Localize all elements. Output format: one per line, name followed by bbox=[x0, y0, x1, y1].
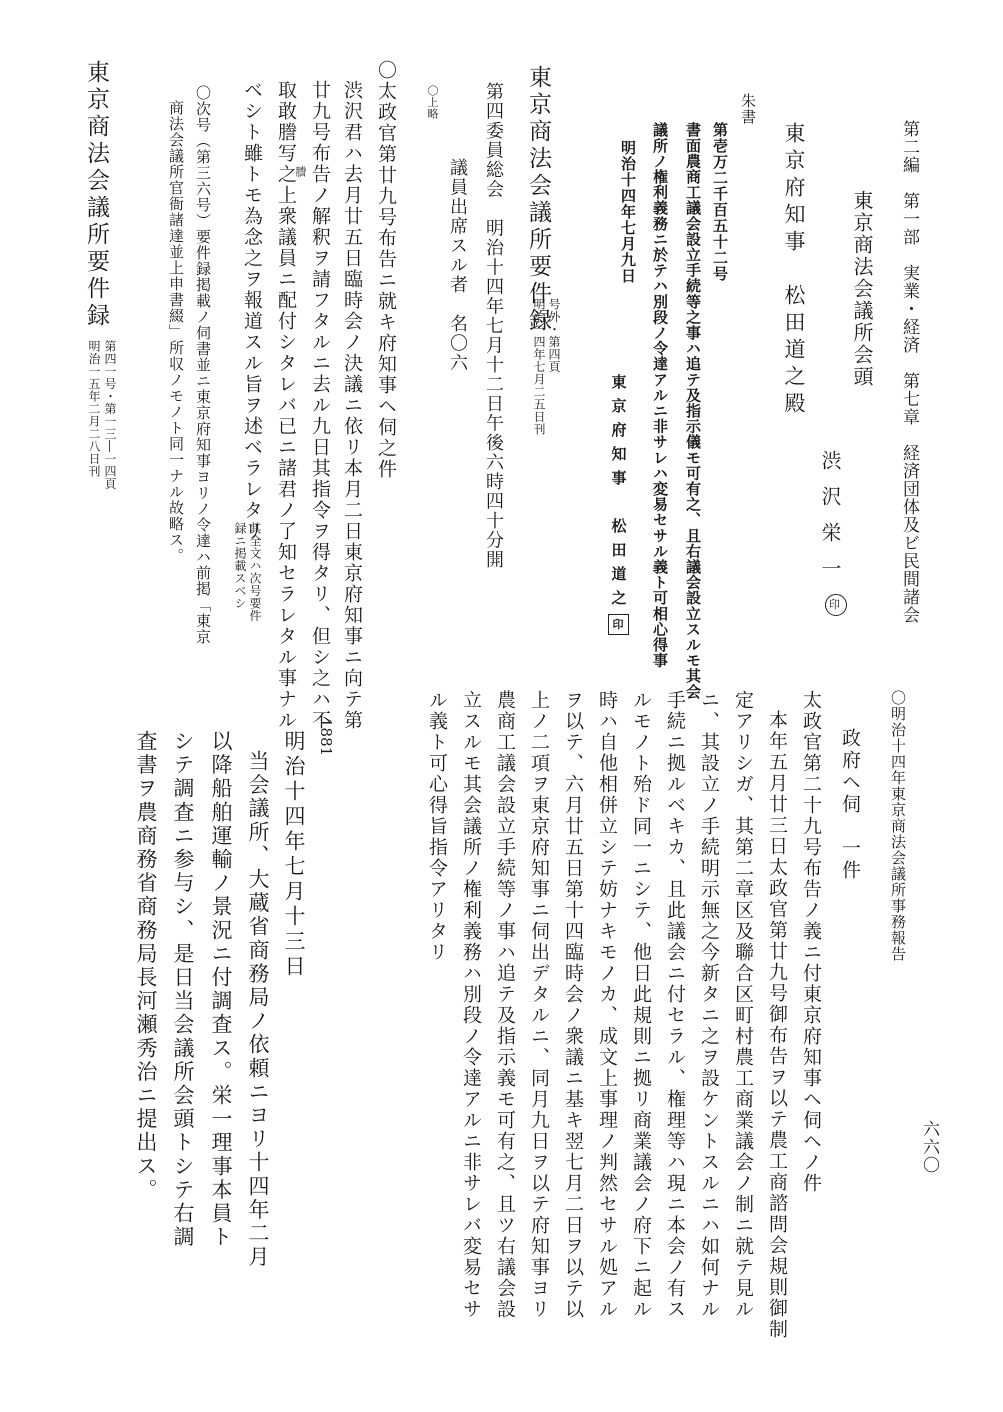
item-title: 〇太政官第廿九号布告ニ就キ府知事ヘ伺之件 bbox=[375, 60, 397, 480]
body-line-3: 取敢謄写之上衆議員ニ配付シタレバ已ニ諸君ノ了知セラレタル事ナル bbox=[275, 80, 297, 731]
directive-line-2: 議所ノ権利義務ニ於テハ別段ノ令達アルニ非サレハ変易セサル義ト可相心得事 bbox=[651, 122, 669, 668]
directive-seal: 印 bbox=[608, 614, 629, 635]
page-number: 六六〇 bbox=[919, 1120, 939, 1174]
body-line-1: 渋沢君ハ去月廿五日臨時会ノ決議ニ依リ本月二日東京府知事ニ向テ第 bbox=[341, 80, 363, 731]
record-title: 東京商法会議所要件録 bbox=[525, 65, 551, 335]
sender-name: 渋沢栄一 bbox=[818, 450, 842, 594]
directive-date: 明治十四年七月九日 bbox=[619, 140, 637, 284]
closing-line: 当会議所、大蔵省商務局ノ依頼ニヨリ十四年二月 bbox=[246, 750, 270, 1270]
closing-line: 以降船舶運輸ノ景況ニ付調査ス。栄一理事本員ト bbox=[209, 730, 233, 1250]
body-text-line: 定アリシガ、其第二章区及聯合区町村農工商業議会ノ制ニ就テ見ル bbox=[732, 690, 754, 1320]
body-text-line: 農商工議会設立手続等ノ事ハ追テ及指示義モ可有之、且ツ右議会設 bbox=[494, 690, 516, 1320]
report-heading: 〇明治十四年東京商法会議所事務報告 bbox=[889, 690, 907, 962]
running-head: 第二編 第一部 実業・経済 第七章 経済団体及ビ民間諸会 bbox=[899, 120, 919, 624]
body-text-line: 上ノ二項ヲ東京府知事ニ伺出デタルニ、同月九日ヲ以テ府知事ヨリ bbox=[528, 690, 550, 1320]
directive-line-1: 書面農商工議会設立手続等之事ハ追テ及指示儀モ可有之、且右議会設立スルモ其会 bbox=[684, 122, 702, 700]
attendance: 議員出席スル者 名〇六 bbox=[447, 158, 468, 373]
body-text-line: ヲ以テ、六月廿五日第十四臨時会ノ衆議ニ基キ翌七月二日ヲ以テ以 bbox=[562, 690, 584, 1320]
date-line: 明治十四年七月十三日 bbox=[282, 730, 306, 980]
body-text-line: 立スルモ其会議所ノ権利義務ハ別段ノ令達アルニ非サレバ変易セサ bbox=[460, 690, 482, 1320]
body-text-line: ル義ト可心得旨指令アリタリ bbox=[426, 690, 448, 963]
body-text-line: 手続ニ拠ルベキカ、且此議会ニ付セラル、権理等ハ現ニ本会ノ有ス bbox=[664, 690, 686, 1320]
body-text-line: ルモノト殆ド同一ニシテ、他日此規則ニ拠リ商業議会ノ府下ニ起ル bbox=[630, 690, 652, 1320]
meeting-info: 第四委員総会 明治十四年七月十二日午後六時四十分開 bbox=[483, 82, 504, 570]
sender-seal: 印 bbox=[825, 594, 847, 616]
next-issue-note-1: 〇次号（第三六号）要件録掲載ノ伺書並ニ東京府知事ヨリノ令達ハ前掲「東京 bbox=[194, 85, 212, 645]
body-text-line: 本年五月廿三日太政官第廿九号御布告ヲ以テ農工商諮問会規則御制 bbox=[766, 710, 788, 1340]
body-text-line: 時ハ自他相併立シテ妨ナキモノカ、成文上事理ノ判然セサル処アル bbox=[596, 690, 618, 1320]
recipient: 東京府知事 松田道之殿 bbox=[782, 122, 806, 419]
body-text-line: ニ、其設立ノ手続明示無之今新タニ之ヲ設ケントスルニハ如何ナル bbox=[698, 690, 720, 1320]
closing-line: 査書ヲ農商務省商務局長河瀬秀治ニ提出ス。 bbox=[134, 730, 158, 1202]
stamp-label: 朱書 bbox=[739, 93, 757, 125]
record-ref: 号外・第四頁 bbox=[547, 298, 561, 373]
body-note-a: 其全文ハ次号要件 bbox=[248, 522, 262, 622]
body-ruby: 謄 bbox=[294, 166, 307, 178]
body-text-line: 太政官第二十九号布告ノ義ニ付東京府知事ヘ伺ヘノ件 bbox=[800, 690, 822, 1194]
next-issue-note-2: 商法会議所官衙諸達並上申書綴」所収ノモノト同一ナル故略ス。 bbox=[167, 100, 185, 564]
record-title-2: 東京商法会議所要件録 bbox=[83, 60, 109, 330]
record-ref-2: 第四一号・第一三―一四頁 bbox=[103, 340, 117, 490]
directive-signer: 東京府知事 松田道之 bbox=[609, 374, 628, 614]
closing-line: シテ調査ニ参与シ、是日当会議所会頭トシテ右調 bbox=[171, 730, 195, 1250]
sender-name-line bbox=[820, 450, 847, 616]
year-label: 1881 bbox=[317, 718, 335, 757]
directive-signer-line bbox=[608, 374, 629, 635]
omitted-note: 〇上略 bbox=[426, 85, 439, 120]
body-line-2: 廿九号布告ノ解釈ヲ請フタルニ去ル九日其指令ヲ得タリ、但シ之ハ不 bbox=[309, 80, 331, 731]
body-line-4: ベシト雖トモ為念之ヲ報道スル旨ヲ述ベラレタリ bbox=[241, 80, 263, 542]
sender-org: 東京商法会議所会頭 bbox=[850, 190, 874, 388]
section-heading: 政府ヘ伺 一件 bbox=[839, 728, 861, 882]
record-ref-date: 明治一四年七月二五日刊 bbox=[532, 298, 546, 436]
record-ref-2-date: 明治一五年二月二八日刊 bbox=[87, 340, 101, 478]
body-note-b: 録ニ掲載スベシ bbox=[233, 522, 247, 610]
doc-number: 第壱万二千百五十二号 bbox=[711, 122, 729, 282]
